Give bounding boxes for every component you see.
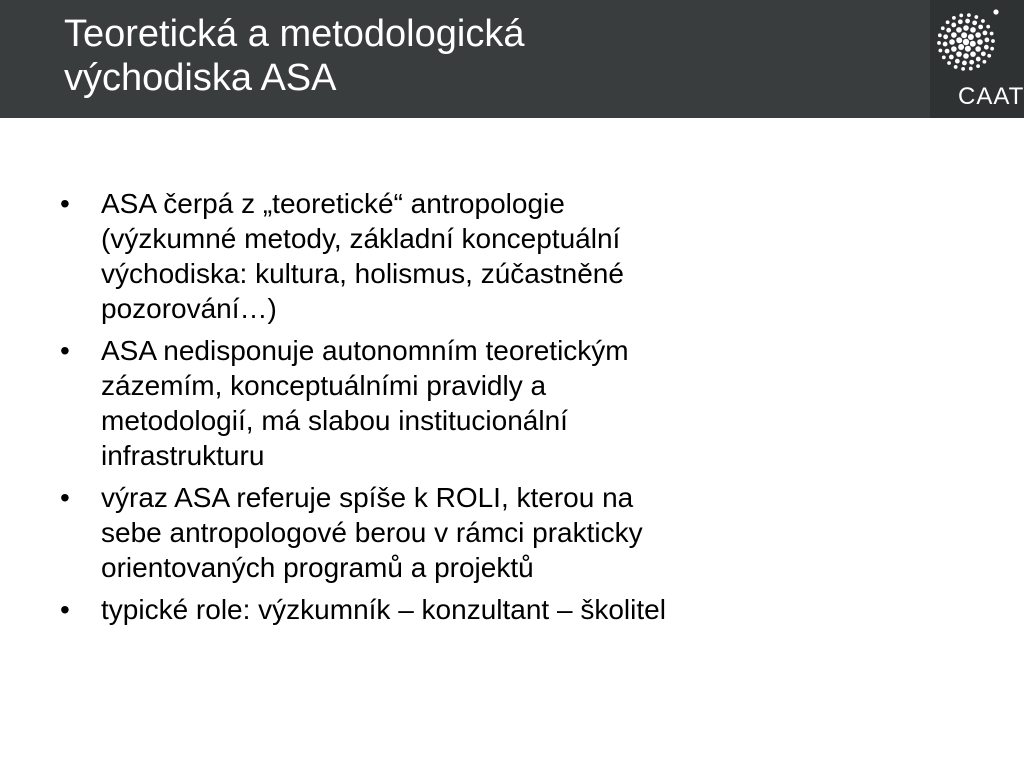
slide-title-line-1: Teoretická a metodologická: [64, 13, 525, 55]
bullet-item-1: [60, 186, 920, 326]
bullet-line: sebe antropologové berou v rámci prakticky: [101, 517, 643, 548]
bullet-icon: •: [60, 335, 70, 366]
bullet-line: pozorování…): [101, 293, 277, 324]
bullet-icon: •: [60, 594, 70, 625]
slide-title: [64, 12, 904, 100]
bullet-line: zázemím, konceptuálními pravidly a: [101, 370, 547, 401]
bullet-line: východiska: kultura, holismus, zúčastněné: [101, 258, 624, 289]
bullet-icon: •: [60, 188, 70, 219]
bullet-item-2: [60, 333, 920, 473]
bullet-line: metodologií, má slabou institucionální: [101, 405, 568, 436]
bullet-line: infrastrukturu: [101, 440, 265, 471]
bullet-list: [60, 186, 920, 634]
bullet-line: ASA nedisponuje autonomním teoretickým: [101, 335, 629, 366]
logo-text: CAAT: [958, 83, 1024, 110]
bullet-item-4: [60, 592, 920, 627]
bullet-icon: •: [60, 482, 70, 513]
slide-title-line-2: východiska ASA: [64, 57, 337, 99]
bullet-line: (výzkumné metody, základní konceptuální: [101, 223, 621, 254]
bullet-line: ASA čerpá z „teoretické“ antropologie: [101, 188, 565, 219]
bullet-item-3: [60, 480, 920, 585]
caat-logo: [930, 0, 1024, 118]
bullet-line: orientovaných programů a projektů: [101, 552, 534, 583]
bullet-line: typické role: výzkumník – konzultant – školitel: [101, 594, 666, 625]
slide-header: [0, 0, 1024, 118]
bullet-line: výraz ASA referuje spíše k ROLI, kterou na: [101, 482, 634, 513]
dotted-circle-logo-icon: [930, 0, 1024, 84]
